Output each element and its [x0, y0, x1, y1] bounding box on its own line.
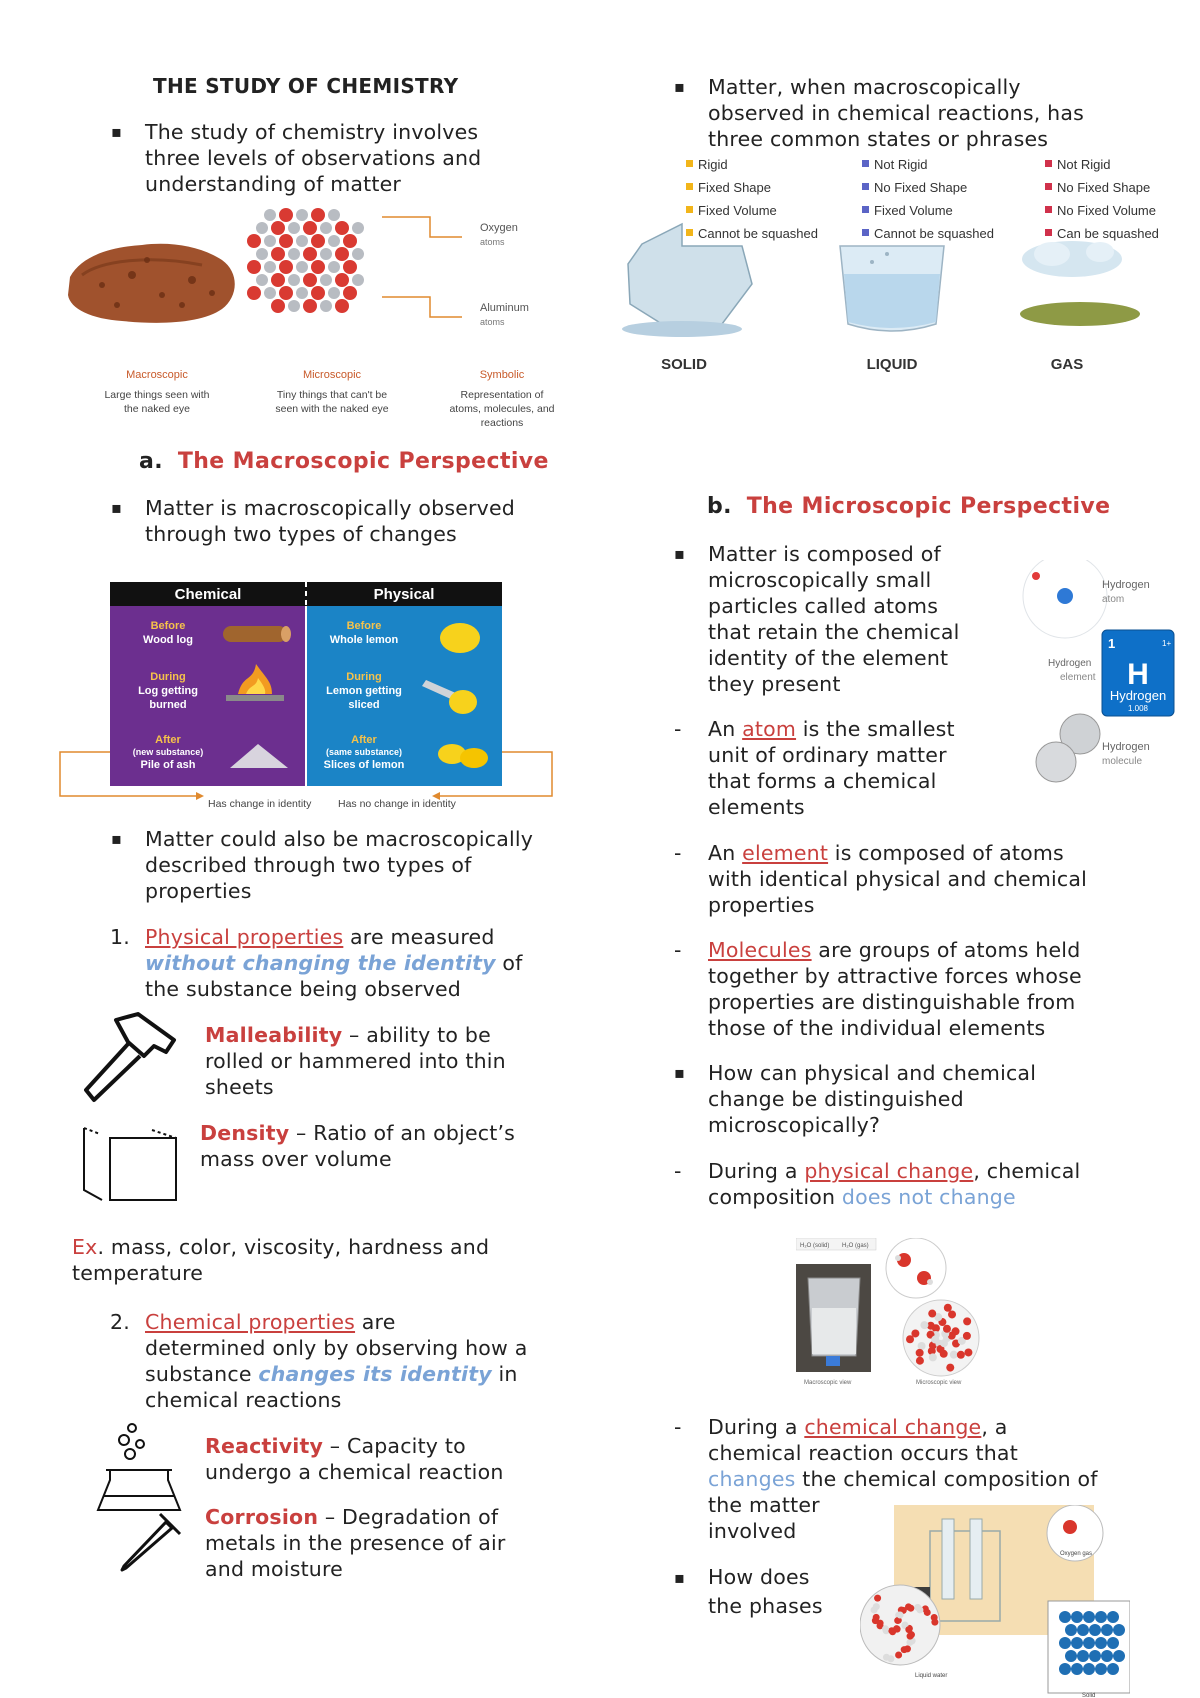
svg-text:reactions: reactions: [480, 417, 524, 429]
hydrogen-figure: [1020, 560, 1190, 800]
hydrogen-molecule-label: Hydrogen: [1102, 741, 1150, 753]
hydrogen-element-label: Hydrogen: [1048, 658, 1092, 669]
physical-properties-item: 1. Physical properties are measured without changing the identity of the substance being observed: [110, 925, 523, 1001]
svg-text:Microscopic view: Microscopic view: [916, 1380, 962, 1386]
svg-text:During: During: [150, 671, 186, 683]
properties-bullet: ▪ Matter could also be macroscopically described through two types of properties: [145, 826, 533, 904]
intro-bullet: ▪ The study of chemistry involves three levels of observations and understanding of matter: [145, 119, 481, 197]
svg-text:Log getting: Log getting: [138, 685, 198, 697]
chemical-properties-item: 2. Chemical properties are determined only by observing how a substance changes its identity in chemical reactions: [110, 1310, 528, 1412]
levels-figure: [62, 205, 562, 435]
svg-text:Before: Before: [150, 620, 186, 632]
atom-definition: - An atom is the smallest unit of ordinary matter that forms a chemical elements: [708, 716, 955, 820]
svg-text:Before: Before: [346, 620, 382, 632]
svg-text:element: element: [1060, 672, 1096, 683]
molecules-definition: - Molecules are groups of atoms held together by attractive forces whose properties are distinguishable from those of the individual elements: [708, 937, 1082, 1041]
svg-text:atoms: atoms: [480, 237, 505, 247]
svg-text:After: After: [351, 734, 377, 746]
physical-header: Physical: [373, 586, 435, 603]
svg-text:Hydrogen: Hydrogen: [1109, 688, 1167, 703]
svg-text:Lemon getting: Lemon getting: [326, 685, 402, 697]
hammer-icon: [76, 1010, 186, 1110]
svg-text:Fixed Volume: Fixed Volume: [698, 203, 777, 218]
svg-text:molecule: molecule: [1102, 756, 1143, 767]
svg-text:(new substance): (new substance): [132, 747, 204, 757]
svg-text:After: After: [155, 734, 181, 746]
svg-text:Cannot be squashed: Cannot be squashed: [874, 226, 994, 241]
svg-text:Fixed Shape: Fixed Shape: [698, 180, 771, 195]
density-box-icon: [82, 1124, 182, 1204]
svg-text:Not Rigid: Not Rigid: [1057, 157, 1111, 172]
svg-text:seen with the naked eye: seen with the naked eye: [275, 403, 389, 415]
liquid-label: LIQUID: [866, 356, 918, 373]
svg-text:H₂O (solid): H₂O (solid): [800, 1243, 830, 1249]
svg-text:No Fixed Shape: No Fixed Shape: [1057, 180, 1151, 195]
water-phase-figure: [796, 1238, 996, 1388]
distinguish-bullet: ▪ How can physical and chemical change be distinguished microscopically?: [708, 1060, 1036, 1138]
section-b-heading: b. The Microscopic Perspective: [707, 494, 1111, 519]
svg-text:Wood log: Wood log: [143, 634, 193, 646]
svg-text:atoms: atoms: [480, 317, 505, 327]
symbolic-caption: Symbolic: [479, 369, 525, 381]
rock-image: [68, 244, 235, 323]
chemical-change-item: - During a chemical change, a chemical reaction occurs that changes the chemical composition of the matter involved: [708, 1414, 1098, 1544]
phases-bullet: ▪ How does the phases: [708, 1563, 823, 1621]
density-item: Density – Ratio of an object’s mass over volume: [200, 1121, 516, 1171]
svg-text:Rigid: Rigid: [698, 157, 728, 172]
svg-text:Can be squashed: Can be squashed: [1057, 226, 1159, 241]
svg-text:H: H: [1127, 658, 1149, 691]
svg-text:During: During: [346, 671, 382, 683]
svg-text:Tiny things that can't be: Tiny things that can't be: [276, 389, 388, 401]
svg-text:Liquid water: Liquid water: [915, 1673, 948, 1679]
malleability-item: Malleability – ability to be rolled or hammered into thin sheets: [205, 1023, 506, 1099]
chemical-header: Chemical: [174, 586, 242, 603]
beaker-icon: [96, 1420, 186, 1520]
svg-text:the naked eye: the naked eye: [124, 403, 190, 415]
section-a-heading: a. The Macroscopic Perspective: [139, 449, 549, 474]
aluminum-label: Aluminum: [480, 302, 529, 314]
svg-text:(same substance): (same substance): [325, 747, 403, 757]
changes-figure: [58, 582, 568, 812]
svg-text:Cannot be squashed: Cannot be squashed: [698, 226, 818, 241]
element-definition: - An element is composed of atoms with identical physical and chemical properties: [708, 840, 1087, 918]
svg-text:Whole lemon: Whole lemon: [329, 634, 399, 646]
gas-label: GAS: [1050, 356, 1084, 373]
examples-text: Ex. mass, color, viscosity, hardness and temperature: [72, 1235, 490, 1285]
microscopic-bullet: ▪ Matter is composed of microscopically small particles called atoms that retain the chemical identity of the element they present: [708, 541, 960, 697]
no-change-label: Has no change in identity: [338, 798, 456, 810]
microscopic-caption: Microscopic: [302, 369, 362, 381]
atom-lattice: [247, 208, 364, 313]
svg-text:Representation of: Representation of: [460, 389, 544, 401]
oxygen-label: Oxygen: [480, 222, 518, 234]
svg-text:sliced: sliced: [348, 699, 380, 711]
svg-text:No Fixed Shape: No Fixed Shape: [874, 180, 968, 195]
svg-text:Oxygen gas: Oxygen gas: [1060, 1551, 1093, 1557]
svg-text:Fixed Volume: Fixed Volume: [874, 203, 953, 218]
svg-text:atoms, molecules, and: atoms, molecules, and: [449, 403, 555, 415]
electrolysis-figure: [860, 1505, 1130, 1698]
svg-text:Solid: Solid: [1082, 1693, 1096, 1698]
svg-text:Macroscopic view: Macroscopic view: [804, 1380, 852, 1386]
nail-icon: [118, 1508, 188, 1574]
macroscopic-caption: Macroscopic: [126, 369, 188, 381]
svg-text:Large things seen with: Large things seen with: [104, 389, 210, 401]
svg-text:Not Rigid: Not Rigid: [874, 157, 928, 172]
svg-text:1+: 1+: [1162, 639, 1172, 648]
page-title: THE STUDY OF CHEMISTRY: [153, 74, 459, 98]
svg-text:H₂O (gas): H₂O (gas): [842, 1243, 869, 1249]
states-bullet: ▪ Matter, when macroscopically observed in chemical reactions, has three common states or phrases: [708, 74, 1084, 152]
svg-text:atom: atom: [1102, 594, 1125, 605]
reactivity-item: Reactivity – Capacity to undergo a chemical reaction: [205, 1434, 504, 1484]
svg-text:1: 1: [1108, 636, 1116, 651]
wood-log-icon: [223, 626, 287, 642]
svg-text:Slices of lemon: Slices of lemon: [323, 759, 405, 771]
svg-text:No Fixed Volume: No Fixed Volume: [1057, 203, 1156, 218]
svg-text:Pile of ash: Pile of ash: [140, 759, 196, 771]
svg-text:burned: burned: [149, 699, 187, 711]
corrosion-item: Corrosion – Degradation of metals in the presence of air and moisture: [205, 1505, 506, 1581]
physical-change-item: - During a physical change, chemical composition does not change: [708, 1158, 1080, 1210]
lemon-icon: [440, 623, 480, 653]
macro-changes-bullet: ▪ Matter is macroscopically observed through two types of changes: [145, 495, 515, 547]
solid-label: SOLID: [661, 356, 707, 373]
hydrogen-atom-label: Hydrogen: [1102, 579, 1150, 591]
svg-text:1.008: 1.008: [1127, 704, 1149, 713]
states-figure: [622, 154, 1172, 376]
has-change-label: Has change in identity: [208, 798, 312, 810]
